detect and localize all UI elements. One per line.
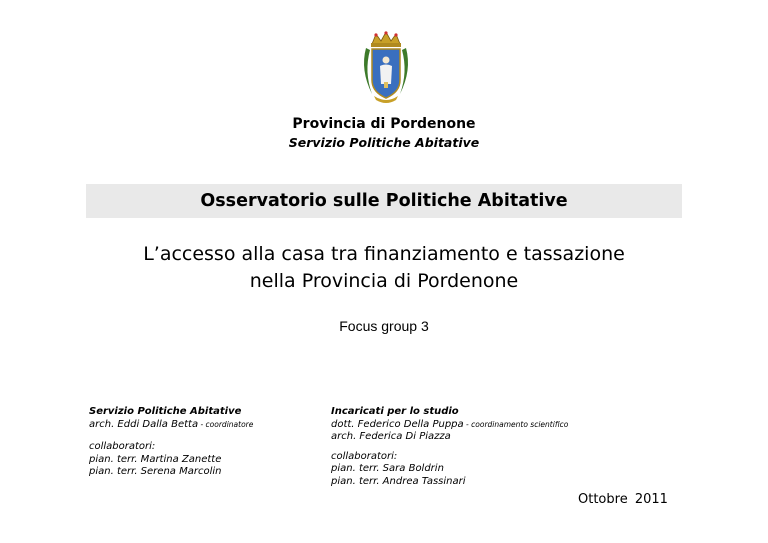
collaborator: pian. terr. Andrea Tassinari	[331, 475, 466, 487]
lead-name: arch. Eddi Dalla Betta	[89, 418, 199, 430]
focus-group-label: Focus group 3	[339, 318, 429, 334]
document-title: Osservatorio sulle Politiche Abitative	[200, 191, 568, 211]
lead-role: - coordinatore	[198, 419, 254, 429]
collaborator: pian. terr. Sara Boldrin	[331, 463, 444, 474]
title-banner	[86, 184, 682, 218]
coat-of-arms-icon	[358, 30, 414, 106]
organization-name: Provincia di Pordenone	[292, 116, 476, 132]
lead-role: - coordinamento scientifico	[463, 419, 569, 429]
lead-name: dott. Federico Della Puppa	[331, 418, 464, 430]
organization-service: Servizio Politiche Abitative	[288, 135, 480, 150]
collaborator: pian. terr. Serena Marcolin	[89, 466, 222, 477]
credits-left	[89, 406, 253, 479]
document-date: Ottobre 2011	[578, 492, 668, 507]
credits-right-heading: Incaricati per lo studio	[331, 406, 459, 417]
credits-left-lead	[89, 419, 253, 432]
credits-right-lead	[331, 419, 568, 432]
collaborators-heading: collaboratori:	[331, 450, 398, 462]
subtitle-line-2: nella Provincia di Pordenone	[249, 270, 519, 292]
credits-right-second: arch. Federica Di Piazza	[331, 431, 451, 442]
credits-right	[331, 406, 568, 488]
collaborator: pian. terr. Martina Zanette	[89, 453, 222, 465]
subtitle-line-1: L’accesso alla casa tra finanziamento e tassazione	[143, 243, 625, 265]
collaborators-heading: collaboratori:	[89, 441, 156, 452]
credits-left-heading: Servizio Politiche Abitative	[89, 406, 242, 417]
